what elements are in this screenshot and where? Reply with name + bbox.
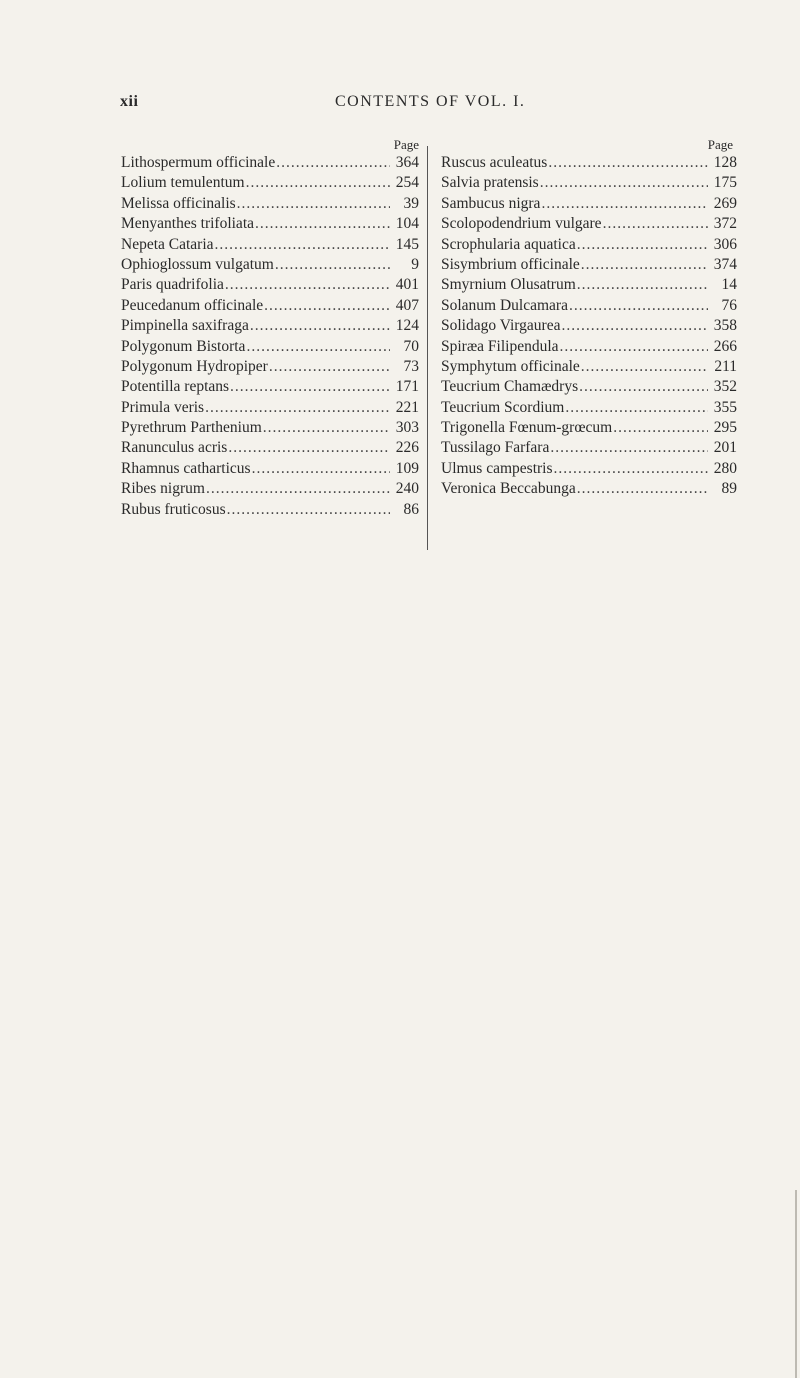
running-title: CONTENTS OF VOL. I. [335,93,526,110]
entry-page-number: 226 [395,439,419,457]
entry-page-number: 374 [713,255,737,273]
contents-entry [121,214,419,234]
contents-entry [121,316,419,336]
entry-name: Ophioglossum vulgatum [121,255,274,273]
dot-leader [215,235,390,255]
entry-name: Menyanthes trifoliata [121,215,254,233]
entry-name: Solanum Dulcamara [441,296,568,314]
entry-page-number: 211 [714,357,737,375]
contents-list-right [441,153,737,500]
entry-page-number: 358 [713,317,737,335]
dot-leader [225,275,390,295]
contents-entry [121,418,419,438]
contents-entry [441,438,737,458]
entry-page-number: 104 [395,215,419,233]
entry-name: Peucedanum officinale [121,296,264,314]
contents-entry [121,500,419,520]
contents-entry [441,337,737,357]
entry-page-number: 266 [713,337,737,355]
entry-name: Potentilla reptans [121,378,230,396]
contents-entry [441,357,737,377]
entry-name: Ranunculus acris [121,439,228,457]
entry-page-number: 70 [403,337,419,355]
contents-entry [121,275,419,295]
dot-leader [269,357,390,377]
column-divider [427,146,428,550]
contents-list-left [121,153,419,520]
entry-page-number: 9 [411,255,419,273]
entry-name: Teucrium Chamædrys [441,378,579,396]
running-header [0,93,800,113]
entry-page-number: 124 [395,317,419,335]
dot-leader [228,438,390,458]
entry-name: Ulmus campestris [441,459,553,477]
contents-entry [441,459,737,479]
dot-leader [554,459,709,479]
entry-name: Polygonum Bistorta [121,337,246,355]
dot-leader [264,296,390,316]
dot-leader [560,337,708,357]
entry-name: Veronica Beccabunga [441,480,576,498]
dot-leader [577,235,708,255]
entry-name: Nepeta Cataria [121,235,214,253]
entry-name: Pimpinella saxifraga [121,317,249,335]
page-column-heading: Page [707,137,733,152]
entry-page-number: 171 [395,378,419,396]
entry-name: Solidago Virgaurea [441,317,561,335]
entry-page-number: 295 [713,419,737,437]
entry-page-number: 145 [395,235,419,253]
entry-name: Primula veris [121,398,205,416]
contents-entry [441,296,737,316]
entry-name: Lithospermum officinale [121,154,276,171]
dot-leader [540,173,708,193]
entry-name: Sambucus nigra [441,194,541,212]
contents-entry [441,194,737,214]
contents-entry [441,173,737,193]
contents-entry [441,377,737,397]
dot-leader [275,255,390,275]
contents-column-right [441,136,737,500]
entry-page-number: 39 [403,194,419,212]
entry-name: Smyrnium Olusatrum [441,276,576,294]
contents-entry [441,153,737,173]
contents-entry [121,377,419,397]
dot-leader [548,153,708,173]
entry-page-number: 407 [395,296,419,314]
entry-page-number: 269 [713,194,737,212]
dot-leader [250,316,390,336]
entry-page-number: 221 [395,398,419,416]
dot-leader [206,479,390,499]
contents-entry [121,479,419,499]
contents-column-left [121,136,419,520]
entry-page-number: 280 [713,459,737,477]
entry-name: Teucrium Scordium [441,398,565,416]
dot-leader [230,377,390,397]
entry-page-number: 355 [713,398,737,416]
entry-name: Symphytum officinale [441,357,580,375]
dot-leader [561,316,708,336]
entry-page-number: 73 [403,357,419,375]
page-column-heading: Page [393,137,419,152]
contents-entry [441,275,737,295]
dot-leader [581,357,708,377]
entry-name: Tussilago Farfara [441,439,550,457]
entry-page-number: 306 [713,235,737,253]
contents-entry [121,459,419,479]
dot-leader [227,500,390,520]
entry-page-number: 303 [395,419,419,437]
entry-page-number: 352 [713,378,737,396]
dot-leader [205,398,390,418]
contents-entry [441,255,737,275]
entry-name: Polygonum Hydropiper [121,357,268,375]
contents-entry [441,214,737,234]
entry-page-number: 109 [395,459,419,477]
contents-entry [121,438,419,458]
entry-page-number: 89 [721,480,737,498]
entry-page-number: 201 [713,439,737,457]
entry-page-number: 128 [713,154,737,171]
entry-page-number: 86 [403,500,419,518]
entry-page-number: 14 [721,276,737,294]
entry-name: Rhamnus catharticus [121,459,251,477]
page-number: xii [120,93,139,110]
dot-leader [581,255,708,275]
entry-name: Scolopodendrium vulgare [441,215,602,233]
entry-page-number: 240 [395,480,419,498]
dot-leader [541,194,708,214]
contents-entry [441,235,737,255]
entry-name: Spiræa Filipendula [441,337,559,355]
contents-entry [121,398,419,418]
entry-name: Ribes nigrum [121,480,205,498]
dot-leader [252,459,390,479]
entry-page-number: 175 [713,174,737,192]
dot-leader [246,337,390,357]
dot-leader [255,214,390,234]
entry-name: Ruscus aculeatus [441,154,548,171]
dot-leader [569,296,708,316]
contents-entry [121,337,419,357]
contents-entry [121,357,419,377]
entry-name: Pyrethrum Parthenium [121,419,262,437]
dot-leader [276,153,390,173]
page-edge-mark [795,1190,797,1378]
dot-leader [565,398,708,418]
contents-entry [441,398,737,418]
entry-page-number: 364 [395,154,419,171]
contents-entry [441,479,737,499]
dot-leader [603,214,708,234]
entry-name: Trigonella Fœnum-grœcum [441,419,613,437]
entry-name: Lolium temulentum [121,174,245,192]
entry-page-number: 254 [395,174,419,192]
contents-entry [121,173,419,193]
contents-entry [441,418,737,438]
entry-name: Scrophularia aquatica [441,235,576,253]
entry-page-number: 76 [721,296,737,314]
contents-entry [121,235,419,255]
contents-entry [121,255,419,275]
entry-page-number: 372 [713,215,737,233]
dot-leader [577,479,708,499]
dot-leader [613,418,708,438]
entry-name: Salvia pratensis [441,174,539,192]
dot-leader [550,438,708,458]
dot-leader [237,194,390,214]
contents-entry [121,153,419,173]
dot-leader [263,418,390,438]
contents-entry [121,194,419,214]
entry-name: Sisymbrium officinale [441,255,580,273]
dot-leader [577,275,708,295]
entry-page-number: 401 [395,276,419,294]
entry-name: Melissa officinalis [121,194,236,212]
dot-leader [246,173,390,193]
entry-name: Rubus fruticosus [121,500,226,518]
dot-leader [579,377,708,397]
contents-entry [441,316,737,336]
contents-entry [121,296,419,316]
entry-name: Paris quadrifolia [121,276,224,294]
